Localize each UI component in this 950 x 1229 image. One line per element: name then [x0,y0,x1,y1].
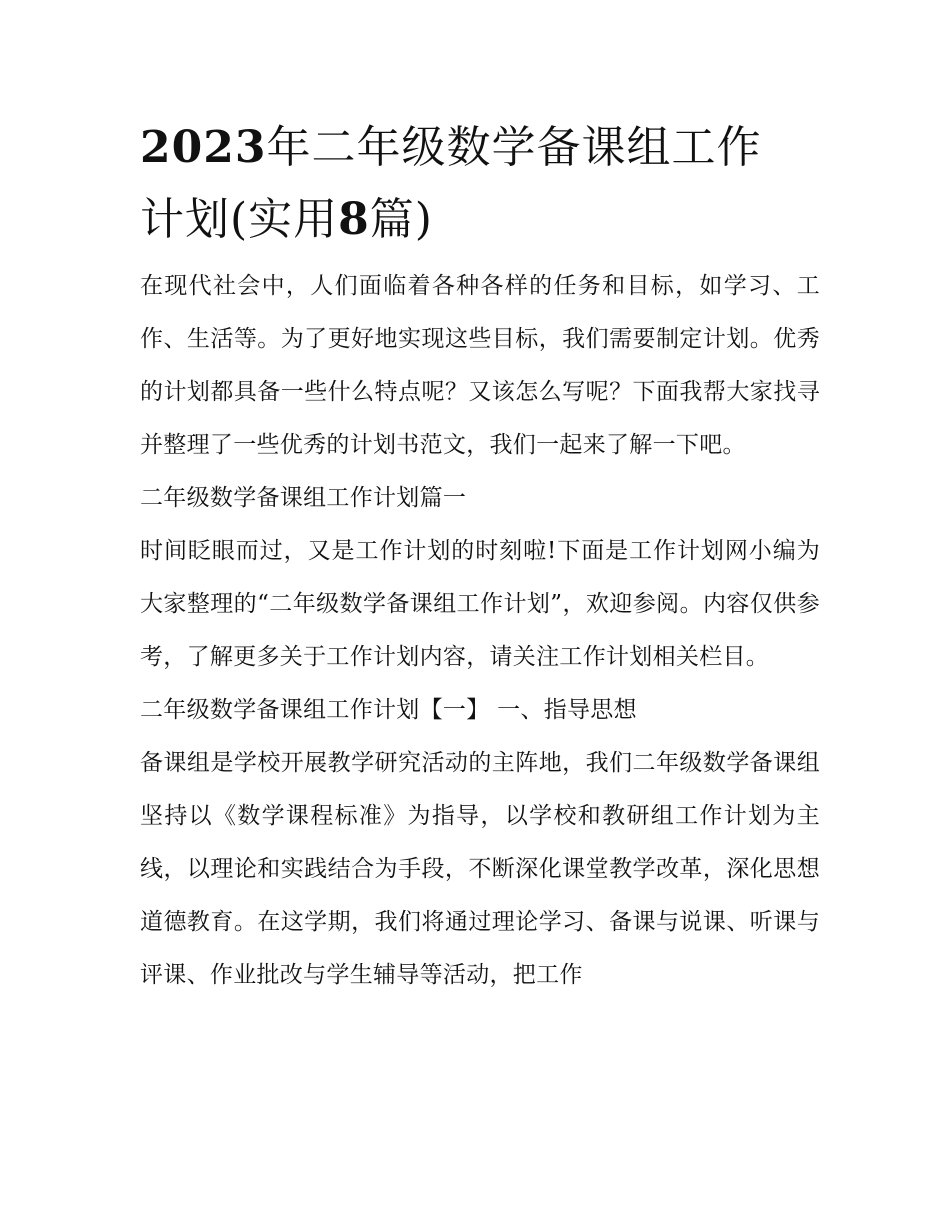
document-page [140,112,820,1002]
title-line2-text: 计划(实用 [140,194,339,245]
subsection-heading: 二年级数学备课组工作计划【一】 一、指导思想 [140,697,637,723]
title-count: 8 [338,194,370,245]
title-line1-text: 年二年级数学备课组工作 [266,122,762,173]
section-heading: 二年级数学备课组工作计划篇一 [140,485,467,511]
title-year: 2023 [140,122,267,173]
title-line2-suffix: 篇) [369,194,433,245]
intro-paragraph: 在现代社会中，人们面临着各种各样的任务和目标，如学习、工作、生活等。为了更好地实现这些目标，我们需要制定计划。优秀的计划都具备一些什么特点呢？又该怎么写呢？下面我帮大家找寻并整理了一些优秀的计划书范文，我们一起来了解一下吧。 [140,273,820,458]
subsection-paragraph: 备课组是学校开展教学研究活动的主阵地，我们二年级数学备课组坚持以《数学课程标准》为指导，以学校和教研组工作计划为主线，以理论和实践结合为手段，不断深化课堂教学改革，深化思想道德教育。在这学期，我们将通过理论学习、备课与说课、听课与评课、作业批改与学生辅导等活动，把工作 [140,750,820,988]
section-paragraph: 时间眨眼而过，又是工作计划的时刻啦!下面是工作计划网小编为大家整理的“二年级数学备课组工作计划”，欢迎参阅。内容仅供参考，了解更多关于工作计划内容，请关注工作计划相关栏目。 [140,538,820,670]
document-title [140,112,820,256]
